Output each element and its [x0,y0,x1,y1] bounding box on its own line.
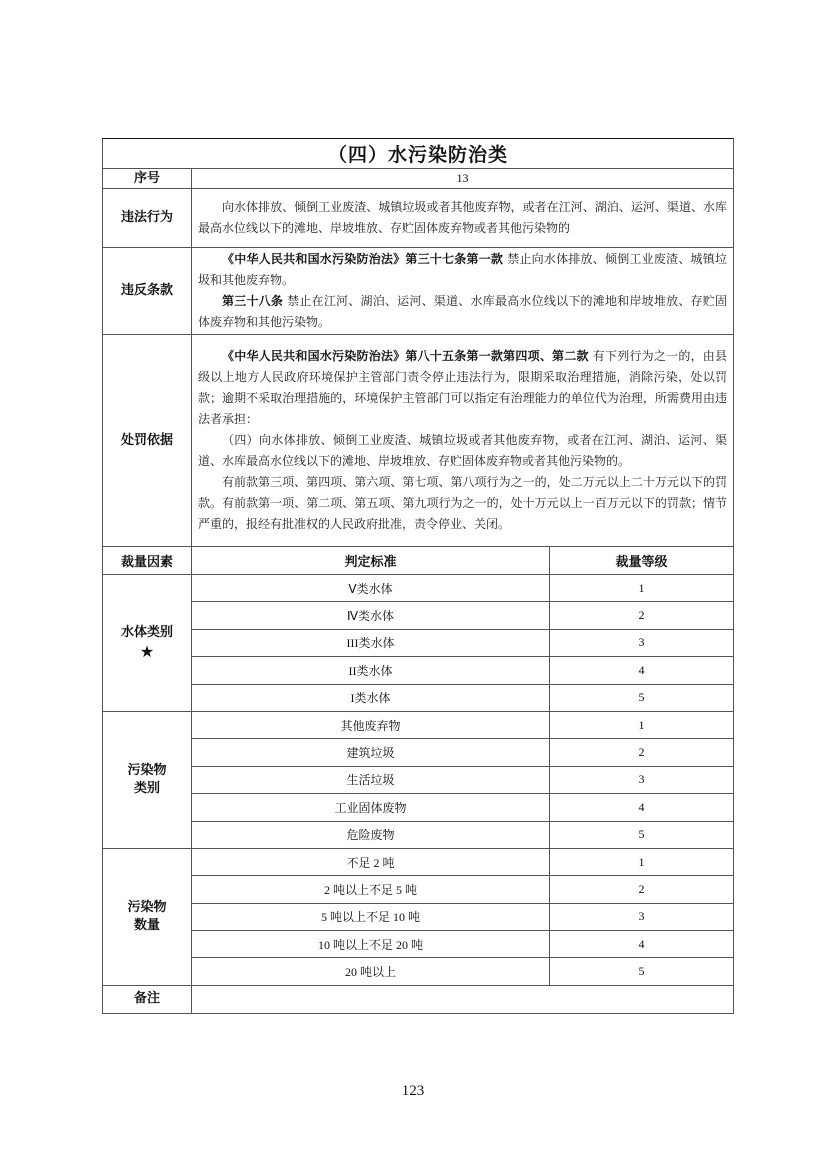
discretion-row [103,711,734,738]
criteria-cell: I类水体 [192,684,550,711]
discretion-factor [103,711,192,848]
level-cell: 4 [550,931,734,958]
criteria-cell: 危险废物 [192,821,550,848]
penalty-basis-label: 处罚依据 [103,335,192,547]
clause-citation: 《中华人民共和国水污染防治法》第三十七条第一款 [222,252,504,266]
serial-row [103,169,734,189]
level-cell: 5 [550,958,734,985]
level-cell: 1 [550,848,734,875]
violation-label: 违法行为 [103,189,192,248]
level-cell: 5 [550,684,734,711]
criteria-cell: 工业固体废物 [192,794,550,821]
factor-label-line1: 水体类别 [120,624,173,640]
clause-paragraph [198,249,727,291]
level-cell: 1 [550,711,734,738]
violated-clause-row [103,248,734,335]
criteria-cell: 10 吨以上不足 20 吨 [192,931,550,958]
clause-citation: 第三十八条 [222,294,284,308]
level-cell: 3 [550,903,734,930]
penalty-basis-row [103,335,734,547]
discretion-row [103,903,734,930]
penalty-paragraph [198,430,727,472]
penalty-text: （四）向水体排放、倾倒工业废渣、城镇垃圾或者其他废弃物，或者在江河、湖泊、运河、渠道、水库最高水位线以下的滩地、岸坡堆放、存贮固体废弃物或者其他污染物的。 [198,433,728,468]
penalty-citation: 《中华人民共和国水污染防治法》第八十五条第一款第四项、第二款 [222,349,589,363]
violation-row [103,189,734,248]
criteria-cell: 2 吨以上不足 5 吨 [192,876,550,903]
criteria-cell: 其他废弃物 [192,711,550,738]
table-title: （四）水污染防治类 [103,139,734,169]
violation-text-cell [192,189,734,248]
clause-text: 禁止向水体排放、倾倒工业废渣、城镇垃圾和其他废弃物。 [198,252,728,287]
discretion-groups [103,575,734,986]
discretion-row [103,657,734,684]
criteria-cell: 建筑垃圾 [192,739,550,766]
level-cell: 5 [550,821,734,848]
factor-label-line1: 污染物 [127,899,167,915]
criteria-cell: 20 吨以上 [192,958,550,985]
discretion-row [103,931,734,958]
criteria-header: 判定标准 [192,547,550,575]
criteria-cell: 5 吨以上不足 10 吨 [192,903,550,930]
discretion-header-row [103,547,734,575]
violated-clause-cell [192,248,734,335]
level-cell: 2 [550,739,734,766]
discretion-row [103,848,734,875]
criteria-cell: 生活垃圾 [192,766,550,793]
level-cell: 1 [550,575,734,602]
criteria-cell: 不足 2 吨 [192,848,550,875]
clause-text: 禁止在江河、湖泊、运河、渠道、水库最高水位线以下的滩地和岸坡堆放、存贮固体废弃物和其他污染物。 [198,294,728,329]
violated-clause-label: 违反条款 [103,248,192,335]
star-icon: ★ [139,641,155,661]
penalty-text: 有下列行为之一的，由县级以上地方人民政府环境保护主管部门责令停止违法行为，限期采取治理措施，消除污染，处以罚款；逾期不采取治理措施的，环境保护主管部门可以指定有治理能力的单位代为治理，所需费用由违法者承担： [198,349,728,426]
criteria-cell: III类水体 [192,629,550,656]
remarks-label: 备注 [103,985,192,1013]
criteria-cell: II类水体 [192,657,550,684]
serial-label: 序号 [103,169,192,189]
discretion-factor [103,848,192,985]
discretion-row [103,794,734,821]
discretion-row [103,958,734,985]
penalty-paragraph [198,346,727,430]
level-cell: 2 [550,602,734,629]
discretion-row [103,821,734,848]
discretion-row [103,684,734,711]
penalty-text: 有前款第三项、第四项、第六项、第七项、第八项行为之一的，处二万元以上二十万元以下的罚款。有前款第一项、第二项、第五项、第九项行为之一的，处十万元以上一百万元以下的罚款；情节严重的，报经有批准权的人民政府批准，责令停业、关闭。 [198,475,728,531]
discretion-factor [103,575,192,712]
violation-text: 向水体排放、倾倒工业废渣、城镇垃圾或者其他废弃物，或者在江河、湖泊、运河、渠道、水库最高水位线以下的滩地、岸坡堆放、存贮固体废弃物或者其他污染物的 [198,200,728,235]
discretion-row [103,575,734,602]
penalty-paragraph [198,472,727,535]
level-cell: 3 [550,766,734,793]
discretion-row [103,602,734,629]
serial-value: 13 [192,169,734,189]
page-number: 123 [401,1083,425,1099]
penalty-basis-cell [192,335,734,547]
level-cell: 2 [550,876,734,903]
discretion-row [103,766,734,793]
title-row [103,139,734,169]
criteria-cell: Ⅴ类水体 [192,575,550,602]
remarks-value [192,985,734,1013]
remarks-row [103,985,734,1013]
factor-label-line1: 污染物 [127,762,167,778]
discretion-row [103,876,734,903]
level-cell: 3 [550,629,734,656]
factor-label-line2: 类别 [133,780,160,796]
penalty-discretion-table-sheet [102,138,733,1014]
factor-header: 裁量因素 [103,547,192,575]
level-header: 裁量等级 [550,547,734,575]
criteria-cell: Ⅳ类水体 [192,602,550,629]
level-cell: 4 [550,794,734,821]
level-cell: 4 [550,657,734,684]
penalty-discretion-table [102,138,734,1014]
discretion-row [103,739,734,766]
factor-label-line2: 数量 [133,917,160,933]
clause-paragraph [198,291,727,333]
discretion-row [103,629,734,656]
